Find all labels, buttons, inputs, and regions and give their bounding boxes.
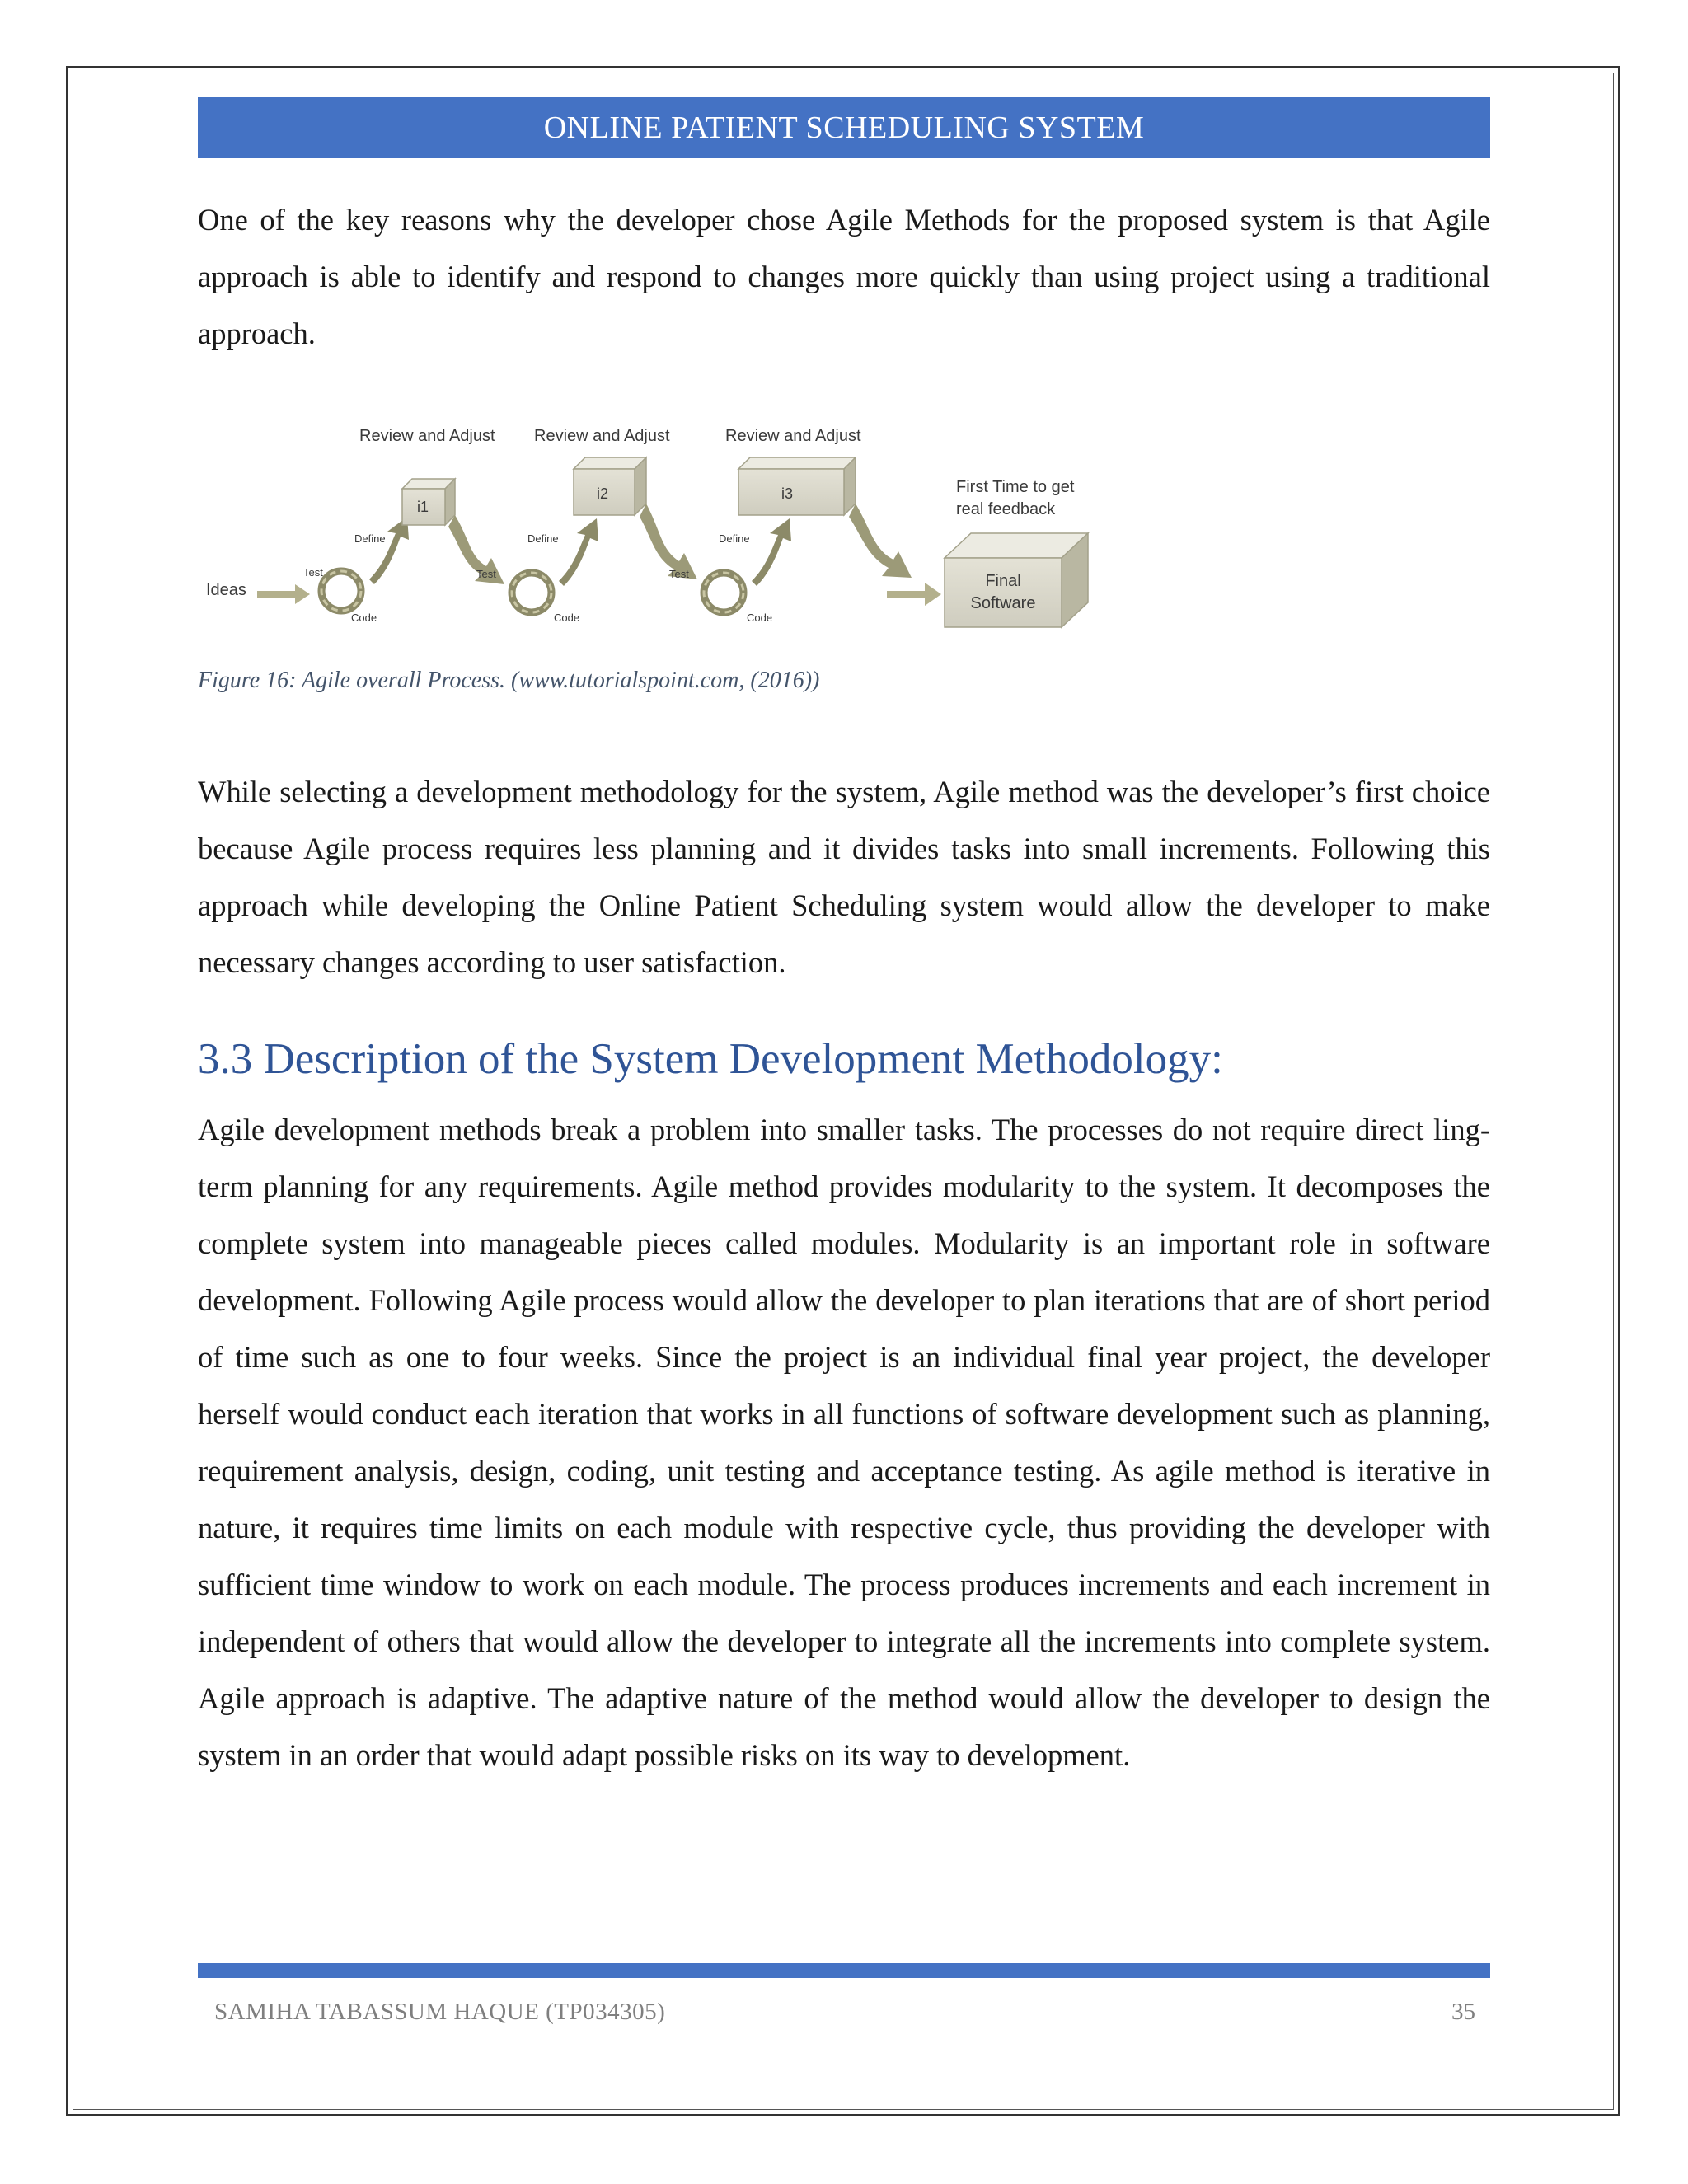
review-label: Review and Adjust [725, 427, 861, 445]
define-label: Define [719, 532, 750, 545]
final-software-box [945, 558, 1062, 627]
test-label: Test [669, 568, 689, 580]
code-label: Code [351, 612, 377, 624]
section-heading: 3.3 Description of the System Development Methodology: [198, 1035, 1223, 1083]
agile-process-diagram [198, 416, 1146, 647]
agile-process-figure [198, 416, 1146, 647]
footer-author: SAMIHA TABASSUM HAQUE (TP034305) [214, 1999, 666, 2025]
up-arrow [752, 518, 791, 586]
running-header: ONLINE PATIENT SCHEDULING SYSTEM [198, 97, 1490, 158]
iteration-label: i1 [417, 499, 429, 515]
ideas-label: Ideas [206, 581, 246, 599]
final-label: Final [985, 572, 1021, 590]
paragraph-3: Agile development methods break a problem into smaller tasks. The processes do not require direct ling-term planning for any requirements. Agile method provides modularity to the system. It decomposes the complete system into manageable pieces called modules. Modularity is an important role in software development. Following Agile process would allow the developer to plan iterations that are of short period of time such as one to four weeks. Since the project is an individual final year project, the developer herself would conduct each iteration that works in all functions of software development such as planning, requirement analysis, design, coding, unit testing and acceptance testing. As agile method is iterative in nature, it requires time limits on each module with respective cycle, thus providing the developer with sufficient time window to work on each module. The process produces increments and each increment in independent of others that would allow the developer to integrate all the increments into complete system. Agile approach is adaptive. The adaptive nature of the method would allow the developer to design the system in an order that would adapt possible risks on its way to development. [198, 1113, 1490, 1772]
figure-caption: Figure 16: Agile overall Process. (www.tutorialspoint.com, (2016)) [198, 668, 820, 693]
paragraph-2: While selecting a development methodology for the system, Agile method was the developer’s first choice because Agile process requires less planning and it divides tasks into small increments. Following this approach while developing the Online Patient Scheduling system would allow the developer to make necessary changes according to user satisfaction. [198, 775, 1490, 979]
footer-rule [198, 1963, 1490, 1978]
up-arrow [559, 518, 598, 586]
review-label: Review and Adjust [359, 427, 495, 445]
test-label: Test [303, 566, 323, 579]
software-label: Software [970, 594, 1036, 612]
define-label: Define [354, 532, 386, 545]
test-label: Test [476, 568, 496, 580]
down-arrow [849, 504, 912, 578]
code-label: Code [747, 612, 773, 624]
real-feedback-label: real feedback [956, 500, 1056, 518]
define-label: Define [528, 532, 559, 545]
final-arrow [887, 583, 941, 606]
first-time-label: First Time to get [956, 478, 1075, 496]
iteration-label: i3 [781, 485, 794, 502]
up-arrow [369, 517, 409, 584]
code-label: Code [554, 612, 580, 624]
review-label: Review and Adjust [534, 427, 670, 445]
page-border-inner [73, 73, 1614, 2110]
iteration-label: i2 [597, 485, 609, 502]
page-number: 35 [1451, 1999, 1475, 2025]
paragraph-1: One of the key reasons why the developer chose Agile Methods for the proposed system is that Agile approach is able to identify and respond to changes more quickly than using project using a traditional approach. [198, 203, 1490, 350]
ideas-arrow [257, 584, 310, 604]
